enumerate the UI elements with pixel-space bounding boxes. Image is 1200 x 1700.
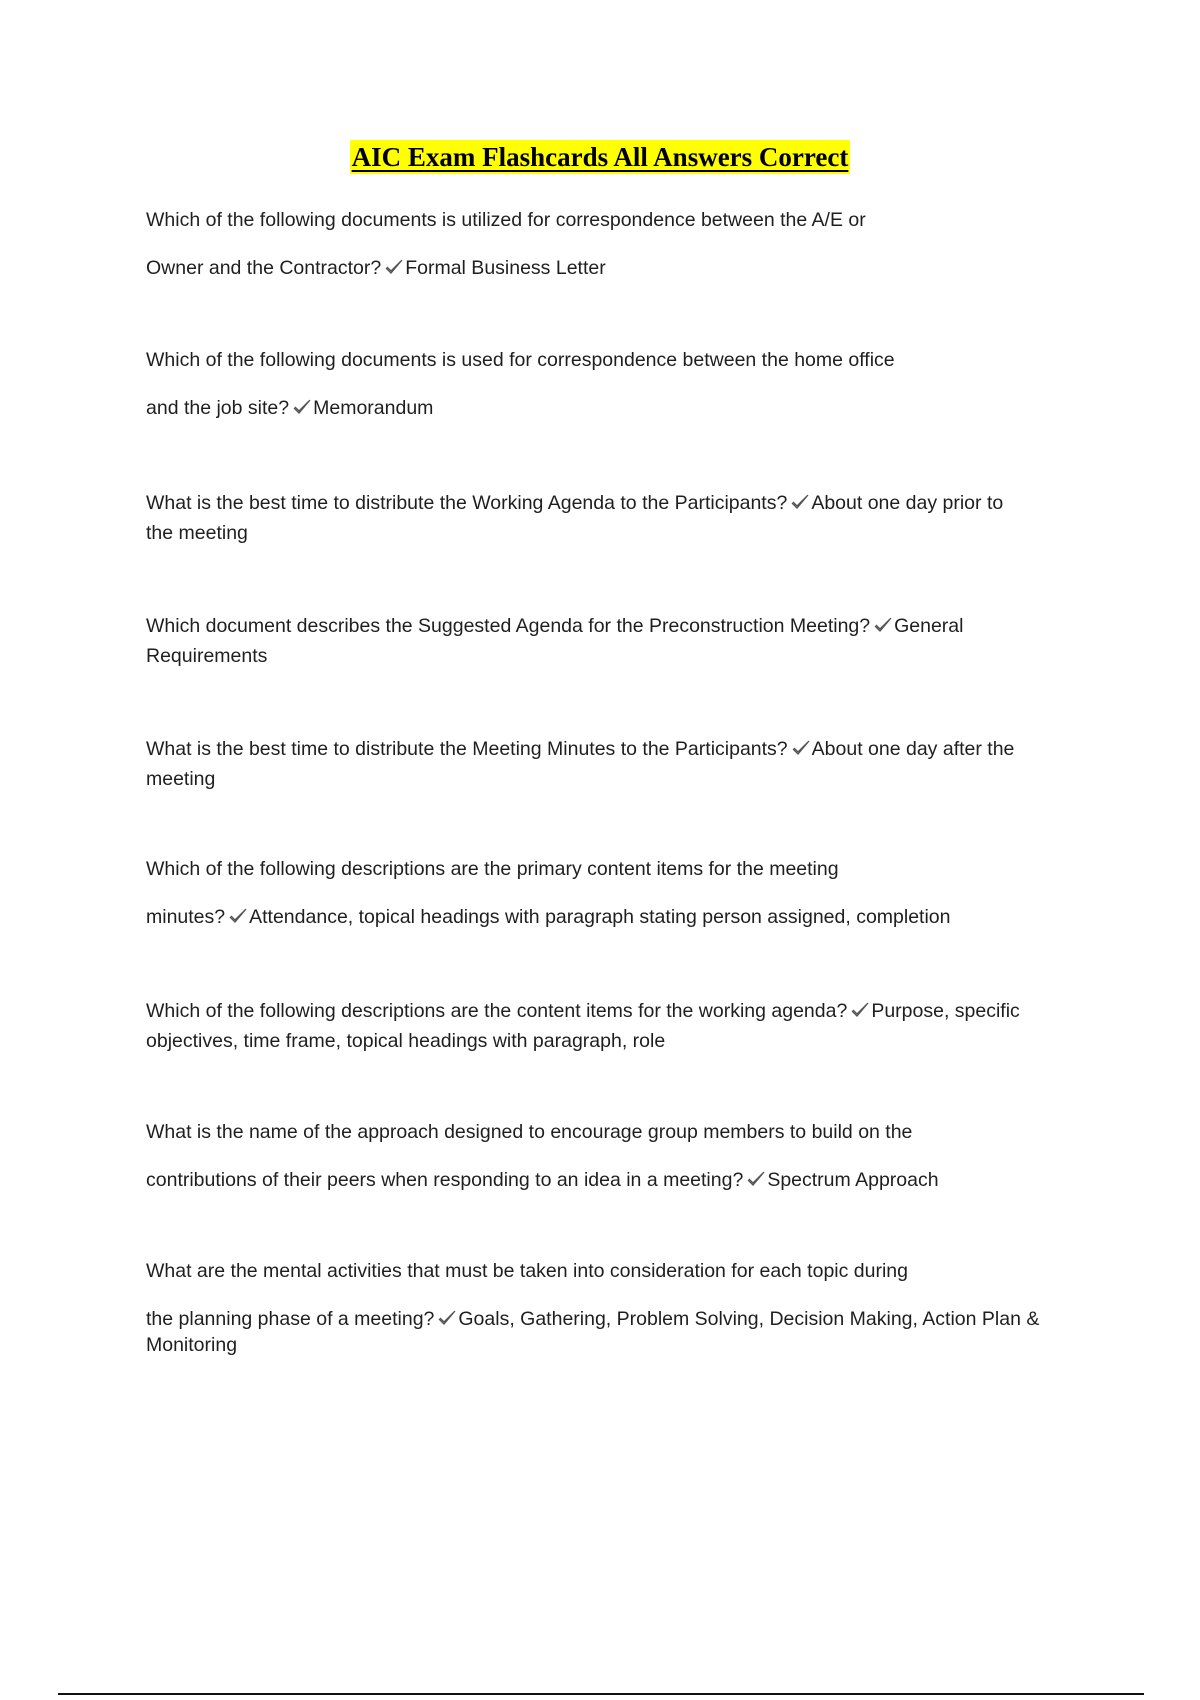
answer-text: Formal Business Letter <box>405 257 606 279</box>
question-answer-line <box>146 395 1086 421</box>
flashcard-item <box>146 734 1086 794</box>
question-line: Which of the following descriptions are the primary content items for the meeting <box>146 858 839 880</box>
flashcard-item <box>146 207 1086 281</box>
answer-text: About one day after the <box>811 738 1015 760</box>
flashcard-item <box>146 488 1086 548</box>
checkmark-icon <box>292 398 312 416</box>
question-text: and the job site? <box>146 397 290 419</box>
question-text: Owner and the Contractor? <box>146 257 382 279</box>
checkmark-icon <box>850 1001 870 1019</box>
answer-text: Spectrum Approach <box>767 1169 939 1191</box>
question-text: What is the best time to distribute the Meeting Minutes to the Participants? <box>146 738 788 760</box>
question-answer-line <box>146 904 1086 930</box>
question-line: What is the name of the approach designed to encourage group members to build on the <box>146 1121 913 1143</box>
checkmark-icon <box>790 493 810 511</box>
question-line: Which of the following documents is utilized for correspondence between the A/E or <box>146 209 866 231</box>
question-text: What is the best time to distribute the Working Agenda to the Participants? <box>146 492 788 514</box>
answer-text: Attendance, topical headings with paragraph stating person assigned, completion <box>249 906 951 928</box>
question-text: Which document describes the Suggested Agenda for the Preconstruction Meeting? <box>146 615 871 637</box>
answer-continuation: objectives, time frame, topical headings with paragraph, role <box>146 1030 666 1052</box>
answer-text: Purpose, specific <box>871 1000 1020 1022</box>
answer-continuation: Monitoring <box>146 1334 238 1356</box>
answer-continuation: meeting <box>146 768 216 790</box>
flashcard-item <box>146 856 1086 930</box>
page-bottom-rule <box>58 1693 1144 1695</box>
document-title: AIC Exam Flashcards All Answers Correct <box>351 142 849 172</box>
flashcard-item <box>146 1119 1086 1193</box>
title-wrapper <box>0 140 1200 174</box>
flashcard-item <box>146 611 1086 671</box>
answer-text: Goals, Gathering, Problem Solving, Decision Making, Action Plan & <box>458 1308 1040 1330</box>
flashcard-item <box>146 347 1086 421</box>
question-line: Which of the following documents is used for correspondence between the home office <box>146 349 895 371</box>
flashcard-item <box>146 1258 1086 1358</box>
question-line: What are the mental activities that must be taken into consideration for each topic during <box>146 1260 908 1282</box>
question-answer-line <box>146 611 1086 641</box>
answer-continuation: Requirements <box>146 645 268 667</box>
question-answer-line <box>146 488 1086 518</box>
checkmark-icon <box>384 258 404 276</box>
question-text: the planning phase of a meeting? <box>146 1308 435 1330</box>
question-answer-line <box>146 255 1086 281</box>
question-answer-line <box>146 1306 1086 1332</box>
checkmark-icon <box>437 1309 457 1327</box>
flashcard-item <box>146 996 1086 1056</box>
question-answer-line <box>146 734 1086 764</box>
answer-text: Memorandum <box>313 397 434 419</box>
question-answer-line <box>146 996 1086 1026</box>
question-text: Which of the following descriptions are the content items for the working agenda? <box>146 1000 848 1022</box>
checkmark-icon <box>746 1170 766 1188</box>
question-answer-line <box>146 1167 1086 1193</box>
question-text: minutes? <box>146 906 226 928</box>
checkmark-icon <box>873 616 893 634</box>
answer-text: About one day prior to <box>811 492 1004 514</box>
checkmark-icon <box>791 739 811 757</box>
checkmark-icon <box>228 907 248 925</box>
question-text: contributions of their peers when responding to an idea in a meeting? <box>146 1169 744 1191</box>
answer-text: General <box>894 615 964 637</box>
answer-continuation: the meeting <box>146 522 248 544</box>
